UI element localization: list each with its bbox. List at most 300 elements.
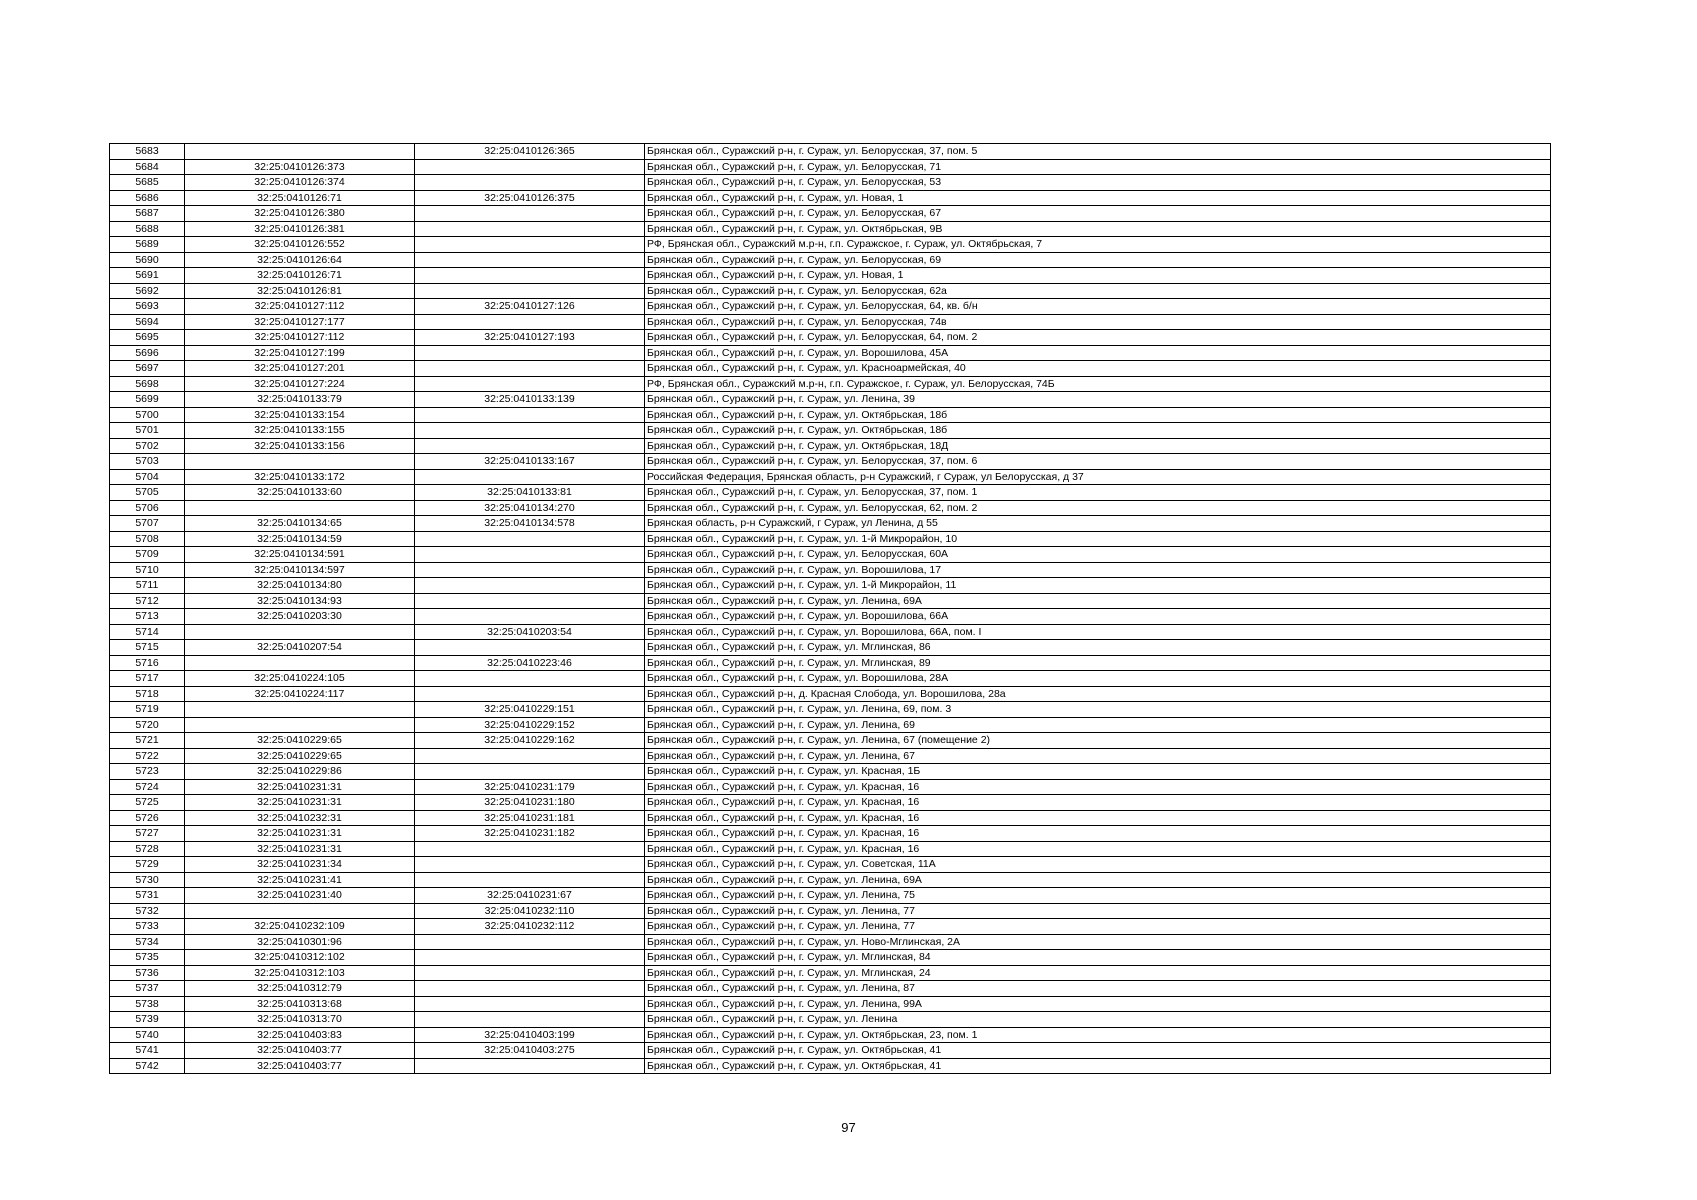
cadastral-number-cell: 32:25:0410126:64 bbox=[185, 252, 415, 268]
row-number-cell: 5707 bbox=[110, 516, 185, 532]
row-number-cell: 5714 bbox=[110, 624, 185, 640]
row-number-cell: 5733 bbox=[110, 919, 185, 935]
address-cell: Брянская обл., Суражский р-н, г. Сураж, ул. Ворошилова, 66А bbox=[645, 609, 1551, 625]
table-row bbox=[110, 438, 1551, 454]
object-number-cell bbox=[415, 593, 645, 609]
address-cell: Брянская обл., Суражский р-н, г. Сураж, ул. Красная, 16 bbox=[645, 779, 1551, 795]
cadastral-number-cell: 32:25:0410224:105 bbox=[185, 671, 415, 687]
cadastral-number-cell bbox=[185, 144, 415, 160]
object-number-cell: 32:25:0410231:181 bbox=[415, 810, 645, 826]
cadastral-number-cell: 32:25:0410403:83 bbox=[185, 1027, 415, 1043]
address-cell: Брянская обл., Суражский р-н, г. Сураж, ул. Октябрьская, 18Д bbox=[645, 438, 1551, 454]
table-row bbox=[110, 268, 1551, 284]
table-row bbox=[110, 593, 1551, 609]
cadastral-number-cell: 32:25:0410134:93 bbox=[185, 593, 415, 609]
cadastral-number-cell: 32:25:0410203:30 bbox=[185, 609, 415, 625]
page-number: 97 bbox=[841, 1120, 856, 1135]
object-number-cell: 32:25:0410126:375 bbox=[415, 190, 645, 206]
table-row bbox=[110, 686, 1551, 702]
cadastral-number-cell: 32:25:0410134:597 bbox=[185, 562, 415, 578]
table-row bbox=[110, 485, 1551, 501]
row-number-cell: 5710 bbox=[110, 562, 185, 578]
table-row bbox=[110, 516, 1551, 532]
table-row bbox=[110, 469, 1551, 485]
row-number-cell: 5742 bbox=[110, 1058, 185, 1074]
row-number-cell: 5701 bbox=[110, 423, 185, 439]
row-number-cell: 5692 bbox=[110, 283, 185, 299]
address-cell: Брянская обл., Суражский р-н, г. Сураж, ул. Белорусская, 37, пом. 1 bbox=[645, 485, 1551, 501]
cadastral-number-cell: 32:25:0410127:201 bbox=[185, 361, 415, 377]
cadastral-number-cell: 32:25:0410229:65 bbox=[185, 748, 415, 764]
cadastral-number-cell: 32:25:0410133:154 bbox=[185, 407, 415, 423]
object-number-cell bbox=[415, 996, 645, 1012]
object-number-cell bbox=[415, 547, 645, 563]
object-number-cell bbox=[415, 237, 645, 253]
object-number-cell bbox=[415, 314, 645, 330]
cadastral-number-cell: 32:25:0410133:155 bbox=[185, 423, 415, 439]
cadastral-number-cell: 32:25:0410133:79 bbox=[185, 392, 415, 408]
cadastral-number-cell: 32:25:0410313:70 bbox=[185, 1012, 415, 1028]
row-number-cell: 5691 bbox=[110, 268, 185, 284]
address-cell: Брянская обл., Суражский р-н, г. Сураж, ул. Красная, 16 bbox=[645, 810, 1551, 826]
table-row bbox=[110, 237, 1551, 253]
address-cell: Брянская обл., Суражский р-н, г. Сураж, ул. Белорусская, 71 bbox=[645, 159, 1551, 175]
cadastral-number-cell: 32:25:0410126:374 bbox=[185, 175, 415, 191]
row-number-cell: 5740 bbox=[110, 1027, 185, 1043]
row-number-cell: 5718 bbox=[110, 686, 185, 702]
row-number-cell: 5705 bbox=[110, 485, 185, 501]
table-row bbox=[110, 702, 1551, 718]
address-cell: Брянская обл., Суражский р-н, г. Сураж, ул. Мглинская, 84 bbox=[645, 950, 1551, 966]
row-number-cell: 5729 bbox=[110, 857, 185, 873]
row-number-cell: 5694 bbox=[110, 314, 185, 330]
table-row bbox=[110, 888, 1551, 904]
table-row bbox=[110, 857, 1551, 873]
address-cell: Брянская обл., Суражский р-н, г. Сураж, ул. Ленина, 69 bbox=[645, 717, 1551, 733]
cadastral-number-cell: 32:25:0410231:40 bbox=[185, 888, 415, 904]
address-cell: Брянская обл., Суражский р-н, г. Сураж, ул. Ворошилова, 45А bbox=[645, 345, 1551, 361]
object-number-cell bbox=[415, 361, 645, 377]
cadastral-number-cell: 32:25:0410312:102 bbox=[185, 950, 415, 966]
row-number-cell: 5697 bbox=[110, 361, 185, 377]
cadastral-number-cell: 32:25:0410231:31 bbox=[185, 841, 415, 857]
object-number-cell bbox=[415, 764, 645, 780]
table-row bbox=[110, 547, 1551, 563]
cadastral-number-cell: 32:25:0410126:71 bbox=[185, 268, 415, 284]
table-row bbox=[110, 872, 1551, 888]
table-row bbox=[110, 206, 1551, 222]
object-number-cell bbox=[415, 857, 645, 873]
cadastral-number-cell: 32:25:0410133:172 bbox=[185, 469, 415, 485]
object-number-cell bbox=[415, 609, 645, 625]
object-number-cell bbox=[415, 872, 645, 888]
object-number-cell bbox=[415, 965, 645, 981]
object-number-cell: 32:25:0410133:167 bbox=[415, 454, 645, 470]
row-number-cell: 5722 bbox=[110, 748, 185, 764]
address-cell: Брянская обл., Суражский р-н, г. Сураж, ул. Ленина, 99А bbox=[645, 996, 1551, 1012]
address-cell: Брянская обл., Суражский р-н, г. Сураж, ул. Октябрьская, 41 bbox=[645, 1043, 1551, 1059]
cadastral-number-cell: 32:25:0410231:31 bbox=[185, 795, 415, 811]
address-cell: Брянская обл., Суражский р-н, г. Сураж, ул. Советская, 11А bbox=[645, 857, 1551, 873]
address-cell: Брянская обл., Суражский р-н, д. Красная Слобода, ул. Ворошилова, 28а bbox=[645, 686, 1551, 702]
table-row bbox=[110, 159, 1551, 175]
object-number-cell bbox=[415, 423, 645, 439]
table-row bbox=[110, 1027, 1551, 1043]
object-number-cell bbox=[415, 562, 645, 578]
table-row bbox=[110, 531, 1551, 547]
table-row bbox=[110, 717, 1551, 733]
object-number-cell bbox=[415, 640, 645, 656]
address-cell: Брянская обл., Суражский р-н, г. Сураж, ул. Ленина, 77 bbox=[645, 903, 1551, 919]
cadastral-number-cell: 32:25:0410133:60 bbox=[185, 485, 415, 501]
address-cell: Брянская обл., Суражский р-н, г. Сураж, ул. Красная, 16 bbox=[645, 795, 1551, 811]
address-cell: Брянская обл., Суражский р-н, г. Сураж, ул. Ленина, 77 bbox=[645, 919, 1551, 935]
object-number-cell bbox=[415, 206, 645, 222]
cadastral-number-cell bbox=[185, 624, 415, 640]
object-number-cell: 32:25:0410403:275 bbox=[415, 1043, 645, 1059]
table-row bbox=[110, 950, 1551, 966]
cadastral-number-cell: 32:25:0410134:80 bbox=[185, 578, 415, 594]
address-cell: Брянская обл., Суражский р-н, г. Сураж, ул. Белорусская, 64, пом. 2 bbox=[645, 330, 1551, 346]
cadastral-number-cell bbox=[185, 500, 415, 516]
address-cell: Брянская обл., Суражский р-н, г. Сураж, ул. Белорусская, 64, кв. б/н bbox=[645, 299, 1551, 315]
cadastral-number-cell: 32:25:0410133:156 bbox=[185, 438, 415, 454]
row-number-cell: 5737 bbox=[110, 981, 185, 997]
cadastral-number-cell: 32:25:0410312:79 bbox=[185, 981, 415, 997]
cadastral-number-cell: 32:25:0410313:68 bbox=[185, 996, 415, 1012]
address-cell: Брянская обл., Суражский р-н, г. Сураж, ул. Белорусская, 62, пом. 2 bbox=[645, 500, 1551, 516]
cadastral-number-cell: 32:25:0410127:112 bbox=[185, 330, 415, 346]
cadastral-number-cell: 32:25:0410403:77 bbox=[185, 1043, 415, 1059]
row-number-cell: 5699 bbox=[110, 392, 185, 408]
table-row bbox=[110, 345, 1551, 361]
row-number-cell: 5708 bbox=[110, 531, 185, 547]
address-cell: Брянская обл., Суражский р-н, г. Сураж, ул. Ворошилова, 17 bbox=[645, 562, 1551, 578]
address-cell: Брянская обл., Суражский р-н, г. Сураж, ул. Октябрьская, 23, пом. 1 bbox=[645, 1027, 1551, 1043]
table-row bbox=[110, 826, 1551, 842]
object-number-cell bbox=[415, 469, 645, 485]
row-number-cell: 5686 bbox=[110, 190, 185, 206]
table-row bbox=[110, 392, 1551, 408]
address-cell: Брянская обл., Суражский р-н, г. Сураж, ул. Ново-Мглинская, 2А bbox=[645, 934, 1551, 950]
row-number-cell: 5687 bbox=[110, 206, 185, 222]
table-row bbox=[110, 376, 1551, 392]
address-cell: Российская Федерация, Брянская область, р-н Суражский, г Сураж, ул Белорусская, д 37 bbox=[645, 469, 1551, 485]
cadastral-number-cell: 32:25:0410127:177 bbox=[185, 314, 415, 330]
table-row bbox=[110, 919, 1551, 935]
address-cell: Брянская обл., Суражский р-н, г. Сураж, ул. Мглинская, 89 bbox=[645, 655, 1551, 671]
table-row bbox=[110, 934, 1551, 950]
object-number-cell: 32:25:0410127:193 bbox=[415, 330, 645, 346]
table-row bbox=[110, 407, 1551, 423]
address-cell: Брянская обл., Суражский р-н, г. Сураж, ул. Белорусская, 62а bbox=[645, 283, 1551, 299]
cadastral-number-cell: 32:25:0410134:65 bbox=[185, 516, 415, 532]
object-number-cell: 32:25:0410403:199 bbox=[415, 1027, 645, 1043]
row-number-cell: 5732 bbox=[110, 903, 185, 919]
table-row bbox=[110, 1012, 1551, 1028]
row-number-cell: 5712 bbox=[110, 593, 185, 609]
object-number-cell bbox=[415, 934, 645, 950]
registry-table bbox=[109, 143, 1551, 1074]
table-row bbox=[110, 190, 1551, 206]
row-number-cell: 5736 bbox=[110, 965, 185, 981]
object-number-cell: 32:25:0410126:365 bbox=[415, 144, 645, 160]
address-cell: Брянская обл., Суражский р-н, г. Сураж, ул. Ленина, 87 bbox=[645, 981, 1551, 997]
address-cell: Брянская обл., Суражский р-н, г. Сураж, ул. Красная, 1Б bbox=[645, 764, 1551, 780]
address-cell: Брянская обл., Суражский р-н, г. Сураж, ул. Ленина, 39 bbox=[645, 392, 1551, 408]
row-number-cell: 5689 bbox=[110, 237, 185, 253]
cadastral-number-cell bbox=[185, 717, 415, 733]
object-number-cell bbox=[415, 175, 645, 191]
row-number-cell: 5709 bbox=[110, 547, 185, 563]
address-cell: Брянская обл., Суражский р-н, г. Сураж, ул. 1-й Микрорайон, 11 bbox=[645, 578, 1551, 594]
row-number-cell: 5684 bbox=[110, 159, 185, 175]
object-number-cell bbox=[415, 950, 645, 966]
table-row bbox=[110, 733, 1551, 749]
cadastral-number-cell: 32:25:0410126:373 bbox=[185, 159, 415, 175]
row-number-cell: 5720 bbox=[110, 717, 185, 733]
cadastral-number-cell: 32:25:0410232:109 bbox=[185, 919, 415, 935]
cadastral-number-cell: 32:25:0410231:31 bbox=[185, 779, 415, 795]
table-row bbox=[110, 764, 1551, 780]
row-number-cell: 5730 bbox=[110, 872, 185, 888]
cadastral-number-cell bbox=[185, 903, 415, 919]
row-number-cell: 5719 bbox=[110, 702, 185, 718]
address-cell: Брянская обл., Суражский р-н, г. Сураж, ул. Ленина, 67 (помещение 2) bbox=[645, 733, 1551, 749]
object-number-cell bbox=[415, 268, 645, 284]
address-cell: Брянская обл., Суражский р-н, г. Сураж, ул. Октябрьская, 41 bbox=[645, 1058, 1551, 1074]
object-number-cell bbox=[415, 686, 645, 702]
cadastral-number-cell: 32:25:0410403:77 bbox=[185, 1058, 415, 1074]
address-cell: Брянская обл., Суражский р-н, г. Сураж, ул. Октябрьская, 9В bbox=[645, 221, 1551, 237]
object-number-cell: 32:25:0410229:162 bbox=[415, 733, 645, 749]
table-row bbox=[110, 299, 1551, 315]
cadastral-number-cell bbox=[185, 454, 415, 470]
address-cell: Брянская обл., Суражский р-н, г. Сураж, ул. Красная, 16 bbox=[645, 841, 1551, 857]
row-number-cell: 5685 bbox=[110, 175, 185, 191]
table-row bbox=[110, 996, 1551, 1012]
address-cell: Брянская обл., Суражский р-н, г. Сураж, ул. Красная, 16 bbox=[645, 826, 1551, 842]
object-number-cell bbox=[415, 159, 645, 175]
object-number-cell: 32:25:0410134:578 bbox=[415, 516, 645, 532]
object-number-cell bbox=[415, 407, 645, 423]
row-number-cell: 5683 bbox=[110, 144, 185, 160]
row-number-cell: 5702 bbox=[110, 438, 185, 454]
object-number-cell bbox=[415, 841, 645, 857]
table-row bbox=[110, 609, 1551, 625]
object-number-cell bbox=[415, 252, 645, 268]
object-number-cell bbox=[415, 531, 645, 547]
object-number-cell: 32:25:0410231:67 bbox=[415, 888, 645, 904]
cadastral-number-cell: 32:25:0410312:103 bbox=[185, 965, 415, 981]
object-number-cell bbox=[415, 1058, 645, 1074]
cadastral-number-cell: 32:25:0410126:81 bbox=[185, 283, 415, 299]
address-cell: Брянская обл., Суражский р-н, г. Сураж, ул. Мглинская, 86 bbox=[645, 640, 1551, 656]
registry-table-body bbox=[110, 144, 1551, 1074]
row-number-cell: 5717 bbox=[110, 671, 185, 687]
cadastral-number-cell bbox=[185, 702, 415, 718]
row-number-cell: 5734 bbox=[110, 934, 185, 950]
object-number-cell: 32:25:0410229:152 bbox=[415, 717, 645, 733]
object-number-cell: 32:25:0410203:54 bbox=[415, 624, 645, 640]
row-number-cell: 5726 bbox=[110, 810, 185, 826]
address-cell: Брянская обл., Суражский р-н, г. Сураж, ул. Октябрьская, 18б bbox=[645, 407, 1551, 423]
row-number-cell: 5713 bbox=[110, 609, 185, 625]
address-cell: Брянская обл., Суражский р-н, г. Сураж, ул. Белорусская, 60А bbox=[645, 547, 1551, 563]
table-row bbox=[110, 748, 1551, 764]
object-number-cell bbox=[415, 438, 645, 454]
object-number-cell bbox=[415, 578, 645, 594]
row-number-cell: 5704 bbox=[110, 469, 185, 485]
table-row bbox=[110, 779, 1551, 795]
address-cell: Брянская обл., Суражский р-н, г. Сураж, ул. Ворошилова, 66А, пом. I bbox=[645, 624, 1551, 640]
object-number-cell: 32:25:0410133:81 bbox=[415, 485, 645, 501]
row-number-cell: 5739 bbox=[110, 1012, 185, 1028]
cadastral-number-cell: 32:25:0410207:54 bbox=[185, 640, 415, 656]
row-number-cell: 5690 bbox=[110, 252, 185, 268]
object-number-cell bbox=[415, 221, 645, 237]
address-cell: Брянская обл., Суражский р-н, г. Сураж, ул. Красноармейская, 40 bbox=[645, 361, 1551, 377]
object-number-cell: 32:25:0410232:110 bbox=[415, 903, 645, 919]
table-row bbox=[110, 175, 1551, 191]
row-number-cell: 5725 bbox=[110, 795, 185, 811]
table-row bbox=[110, 361, 1551, 377]
row-number-cell: 5721 bbox=[110, 733, 185, 749]
object-number-cell: 32:25:0410231:180 bbox=[415, 795, 645, 811]
row-number-cell: 5698 bbox=[110, 376, 185, 392]
table-row bbox=[110, 671, 1551, 687]
table-row bbox=[110, 578, 1551, 594]
table-row bbox=[110, 795, 1551, 811]
object-number-cell: 32:25:0410127:126 bbox=[415, 299, 645, 315]
table-row bbox=[110, 423, 1551, 439]
object-number-cell: 32:25:0410229:151 bbox=[415, 702, 645, 718]
table-row bbox=[110, 655, 1551, 671]
cadastral-number-cell: 32:25:0410126:381 bbox=[185, 221, 415, 237]
cadastral-number-cell: 32:25:0410134:591 bbox=[185, 547, 415, 563]
row-number-cell: 5731 bbox=[110, 888, 185, 904]
address-cell: Брянская обл., Суражский р-н, г. Сураж, ул. Ленина, 69А bbox=[645, 872, 1551, 888]
address-cell: РФ, Брянская обл., Суражский м.р-н, г.п. Суражское, г. Сураж, ул. Белорусская, 74Б bbox=[645, 376, 1551, 392]
table-row bbox=[110, 283, 1551, 299]
address-cell: РФ, Брянская обл., Суражский м.р-н, г.п. Суражское, г. Сураж, ул. Октябрьская, 7 bbox=[645, 237, 1551, 253]
address-cell: Брянская обл., Суражский р-н, г. Сураж, ул. Белорусская, 37, пом. 5 bbox=[645, 144, 1551, 160]
object-number-cell: 32:25:0410232:112 bbox=[415, 919, 645, 935]
table-row bbox=[110, 903, 1551, 919]
table-row bbox=[110, 981, 1551, 997]
cadastral-number-cell: 32:25:0410134:59 bbox=[185, 531, 415, 547]
row-number-cell: 5711 bbox=[110, 578, 185, 594]
address-cell: Брянская обл., Суражский р-н, г. Сураж, ул. Ленина bbox=[645, 1012, 1551, 1028]
address-cell: Брянская обл., Суражский р-н, г. Сураж, ул. Новая, 1 bbox=[645, 190, 1551, 206]
address-cell: Брянская обл., Суражский р-н, г. Сураж, ул. Белорусская, 53 bbox=[645, 175, 1551, 191]
table-row bbox=[110, 252, 1551, 268]
cadastral-number-cell: 32:25:0410231:41 bbox=[185, 872, 415, 888]
address-cell: Брянская обл., Суражский р-н, г. Сураж, ул. Белорусская, 67 bbox=[645, 206, 1551, 222]
row-number-cell: 5706 bbox=[110, 500, 185, 516]
object-number-cell: 32:25:0410134:270 bbox=[415, 500, 645, 516]
table-row bbox=[110, 500, 1551, 516]
table-row bbox=[110, 640, 1551, 656]
cadastral-number-cell: 32:25:0410127:199 bbox=[185, 345, 415, 361]
object-number-cell: 32:25:0410223:46 bbox=[415, 655, 645, 671]
cadastral-number-cell bbox=[185, 655, 415, 671]
row-number-cell: 5724 bbox=[110, 779, 185, 795]
object-number-cell: 32:25:0410231:179 bbox=[415, 779, 645, 795]
object-number-cell bbox=[415, 981, 645, 997]
row-number-cell: 5716 bbox=[110, 655, 185, 671]
table-row bbox=[110, 1043, 1551, 1059]
row-number-cell: 5693 bbox=[110, 299, 185, 315]
cadastral-number-cell: 32:25:0410126:71 bbox=[185, 190, 415, 206]
row-number-cell: 5735 bbox=[110, 950, 185, 966]
row-number-cell: 5723 bbox=[110, 764, 185, 780]
address-cell: Брянская обл., Суражский р-н, г. Сураж, ул. Белорусская, 69 bbox=[645, 252, 1551, 268]
cadastral-number-cell: 32:25:0410126:552 bbox=[185, 237, 415, 253]
table-row bbox=[110, 562, 1551, 578]
object-number-cell bbox=[415, 1012, 645, 1028]
object-number-cell bbox=[415, 376, 645, 392]
address-cell: Брянская обл., Суражский р-н, г. Сураж, ул. Ленина, 75 bbox=[645, 888, 1551, 904]
cadastral-number-cell: 32:25:0410229:65 bbox=[185, 733, 415, 749]
address-cell: Брянская обл., Суражский р-н, г. Сураж, ул. Белорусская, 74в bbox=[645, 314, 1551, 330]
object-number-cell: 32:25:0410231:182 bbox=[415, 826, 645, 842]
row-number-cell: 5696 bbox=[110, 345, 185, 361]
address-cell: Брянская обл., Суражский р-н, г. Сураж, ул. Ленина, 69А bbox=[645, 593, 1551, 609]
object-number-cell bbox=[415, 671, 645, 687]
address-cell: Брянская область, р-н Суражский, г Сураж, ул Ленина, д 55 bbox=[645, 516, 1551, 532]
row-number-cell: 5703 bbox=[110, 454, 185, 470]
object-number-cell: 32:25:0410133:139 bbox=[415, 392, 645, 408]
address-cell: Брянская обл., Суражский р-н, г. Сураж, ул. Ленина, 69, пом. 3 bbox=[645, 702, 1551, 718]
address-cell: Брянская обл., Суражский р-н, г. Сураж, ул. Белорусская, 37, пом. 6 bbox=[645, 454, 1551, 470]
row-number-cell: 5695 bbox=[110, 330, 185, 346]
address-cell: Брянская обл., Суражский р-н, г. Сураж, ул. 1-й Микрорайон, 10 bbox=[645, 531, 1551, 547]
object-number-cell bbox=[415, 283, 645, 299]
cadastral-number-cell: 32:25:0410126:380 bbox=[185, 206, 415, 222]
cadastral-number-cell: 32:25:0410231:31 bbox=[185, 826, 415, 842]
cadastral-number-cell: 32:25:0410127:224 bbox=[185, 376, 415, 392]
object-number-cell bbox=[415, 345, 645, 361]
table-row bbox=[110, 221, 1551, 237]
object-number-cell bbox=[415, 748, 645, 764]
row-number-cell: 5741 bbox=[110, 1043, 185, 1059]
row-number-cell: 5727 bbox=[110, 826, 185, 842]
cadastral-number-cell: 32:25:0410224:117 bbox=[185, 686, 415, 702]
cadastral-number-cell: 32:25:0410301:96 bbox=[185, 934, 415, 950]
table-row bbox=[110, 314, 1551, 330]
cadastral-number-cell: 32:25:0410127:112 bbox=[185, 299, 415, 315]
table-row bbox=[110, 624, 1551, 640]
table-row bbox=[110, 965, 1551, 981]
address-cell: Брянская обл., Суражский р-н, г. Сураж, ул. Новая, 1 bbox=[645, 268, 1551, 284]
address-cell: Брянская обл., Суражский р-н, г. Сураж, ул. Мглинская, 24 bbox=[645, 965, 1551, 981]
table-row bbox=[110, 1058, 1551, 1074]
address-cell: Брянская обл., Суражский р-н, г. Сураж, ул. Ленина, 67 bbox=[645, 748, 1551, 764]
row-number-cell: 5728 bbox=[110, 841, 185, 857]
table-row bbox=[110, 810, 1551, 826]
row-number-cell: 5738 bbox=[110, 996, 185, 1012]
table-row bbox=[110, 454, 1551, 470]
cadastral-number-cell: 32:25:0410229:86 bbox=[185, 764, 415, 780]
table-row bbox=[110, 330, 1551, 346]
address-cell: Брянская обл., Суражский р-н, г. Сураж, ул. Ворошилова, 28А bbox=[645, 671, 1551, 687]
table-row bbox=[110, 144, 1551, 160]
table-row bbox=[110, 841, 1551, 857]
row-number-cell: 5688 bbox=[110, 221, 185, 237]
cadastral-number-cell: 32:25:0410232:31 bbox=[185, 810, 415, 826]
row-number-cell: 5715 bbox=[110, 640, 185, 656]
